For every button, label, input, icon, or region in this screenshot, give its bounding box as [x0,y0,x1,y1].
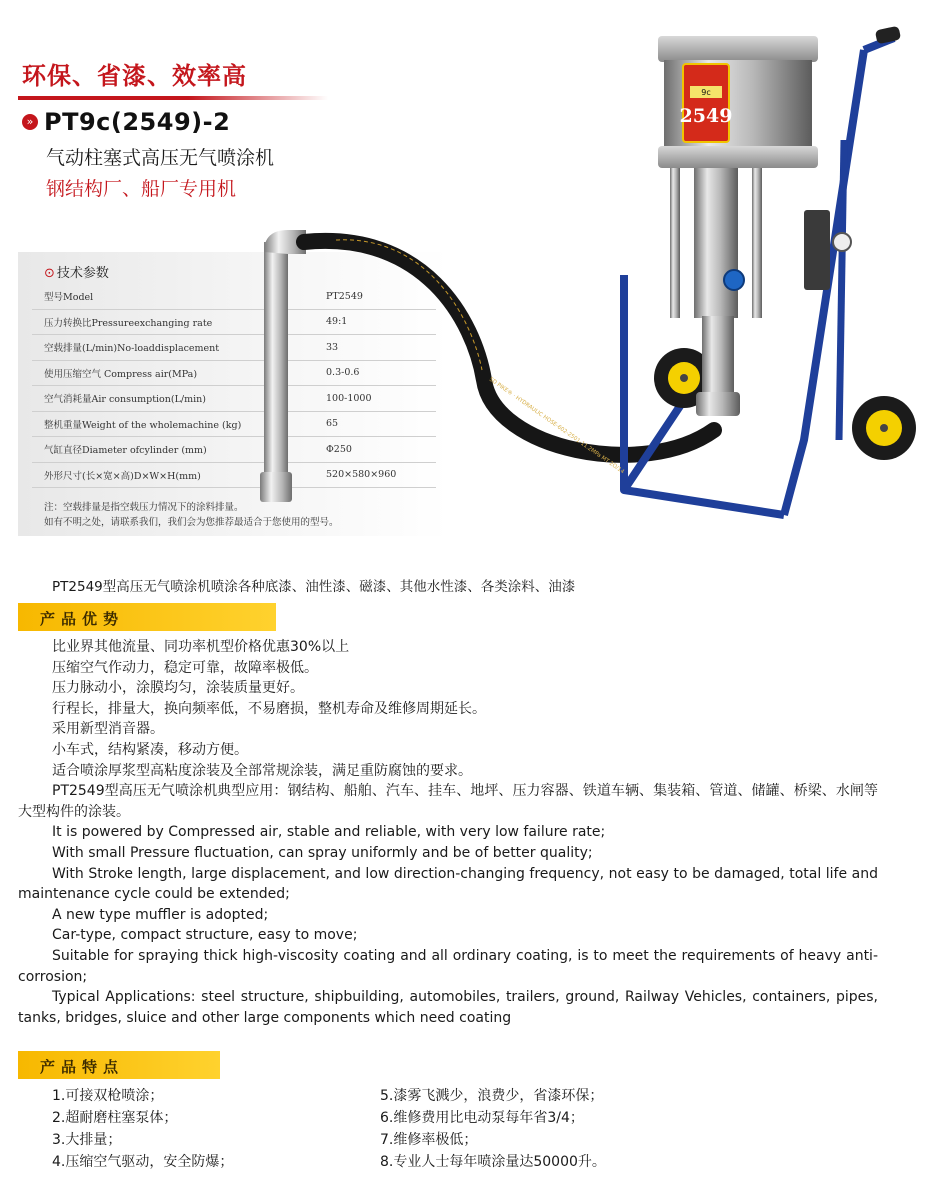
advantage-paragraph: Suitable for spraying thick high-viscosity coating and all ordinary coating, is to meet the requirements of heavy anti-corrosion; [18,947,878,985]
spec-key: 压力转换比Pressureexchanging rate [32,309,312,335]
advantage-paragraph: PT2549型高压无气喷涂机典型应用：钢结构、船舶、汽车、挂车、地坪、压力容器、铁道车辆、集装箱、管道、储罐、桥梁、水闸等大型构件的涂装。 [18,783,878,820]
intro-line: PT2549型高压无气喷涂机喷涂各种底漆、油性漆、磁漆、其他水性漆、各类涂料、油漆 [52,579,576,595]
spec-key: 气缸直径Diameter ofcylinder (mm) [32,437,312,463]
advantage-paragraph: With Stroke length, large displacement, and low direction-changing frequency, not easy to be damaged, total life and maintenance cycle could be extended; [18,865,878,903]
advantages-heading: 产品优势 [40,610,125,628]
spec-title: ⊙ 技术参数 [44,266,109,281]
filter-regulator [804,210,830,290]
inlet-pipe [264,242,288,492]
advantage-paragraph: A new type muffler is adopted; [52,906,269,923]
spray-machine-image [244,20,934,540]
special-use-line: 钢结构厂、船厂专用机 [46,178,237,200]
features-left-column [52,1085,233,1173]
spec-key: 整机重量Weight of the wholemachine (kg) [32,411,312,437]
spec-value: Φ250 [312,437,436,463]
feature-item: 3.大排量； [52,1132,122,1148]
features-heading: 产品特点 [40,1058,125,1076]
chevron-right-icon: » [22,114,38,130]
model-title: PT9c(2549)-2 [44,108,231,136]
spec-key: 型号Model [32,284,312,309]
advantage-paragraph: 行程长，排量大，换向频率低，不易磨损，整机寿命及维修周期延长。 [52,700,486,717]
air-motor-cap-top [658,36,818,62]
spec-value: 100-1000 [312,386,436,412]
plate-label-main: 2549 [679,105,733,127]
spec-note-line-1: 注：空载排量是指空载压力情况下的涂料排量。 [44,502,244,513]
slogan: 环保、省漆、效率高 [22,62,247,90]
advantage-paragraph: 小车式，结构紧凑，移动方便。 [52,741,248,758]
spec-value: 0.3-0.6 [312,360,436,386]
advantage-paragraph: 适合喷涂厚浆型高粘度涂装及全部常规涂装，满足重防腐蚀的要求。 [52,762,472,779]
spec-value: 49:1 [312,309,436,335]
spec-key: 外形尺寸(长×宽×高)D×W×H(mm) [32,462,312,488]
tie-rod-left [670,168,680,318]
feature-item: 5.漆雾飞溅少，浪费少，省漆环保； [380,1088,604,1104]
pressure-gauge [833,233,851,251]
feature-item: 6.维修费用比电动泵每年省3/4； [380,1110,584,1126]
model-row [22,108,230,136]
advantage-paragraph: Typical Applications: steel structure, shipbuilding, automobiles, trailers, ground, Railway Vehicles, containers, pipes, tanks, bridges, sluice and other large components which need coating [18,989,878,1026]
advantages-heading-bar [18,603,276,631]
cart-frame-right [839,140,844,440]
spec-value: 65 [312,411,436,437]
feature-item: 7.维修率极低； [380,1132,478,1148]
advantage-paragraph: With small Pressure fluctuation, can spray uniformly and be of better quality; [52,844,593,861]
advantage-paragraph: 比业界其他流量、同功率机型价格优惠30%以上 [52,639,350,655]
product-subtitle: 气动柱塞式高压无气喷涂机 [46,147,275,169]
advantage-paragraph: 压缩空气作动力，稳定可靠，故障率极低。 [52,659,318,676]
spec-note-line-2: 如有不明之处，请联系我们，我们会为您推荐最适合于您使用的型号。 [44,517,339,528]
spec-value: 520×580×960 [312,462,436,488]
handle-grip [875,26,901,45]
plate-label-sub: 9c [701,88,711,97]
hose [304,241,714,455]
features-right-column [380,1085,606,1173]
feature-item: 4.压缩空气驱动，安全防爆； [52,1154,234,1170]
pump-upper [694,168,738,318]
spec-value: 33 [312,335,436,361]
feature-item: 2.超耐磨柱塞泵体； [52,1110,178,1126]
pump-lower [702,316,734,396]
spec-key: 使用压缩空气 Compress air(MPa) [32,360,312,386]
valve-knob [724,270,744,290]
feature-item: 8.专业人士每年喷涂量达50000升。 [380,1154,606,1170]
spec-value: PT2549 [312,284,436,309]
brand-plate [683,64,729,142]
advantages-text [18,637,878,1028]
advantage-paragraph: 压力脉动小，涂膜均匀，涂装质量更好。 [52,680,304,697]
hose-text: SD PIKE® · HYDRAULIC HOSE-602-2501-11.2MPa MT 2O/14 [487,376,626,476]
spec-key: 空气消耗量Air consumption(L/min) [32,386,312,412]
air-motor-cap-bottom [658,146,818,168]
features-heading-bar [18,1051,220,1079]
advantage-paragraph: 采用新型消音器。 [52,721,164,738]
tie-rod-right [752,168,762,318]
pipe-foot [260,472,292,502]
target-icon: ⊙ [44,266,55,281]
advantage-paragraph: It is powered by Compressed air, stable and reliable, with very low failure rate; [52,824,606,841]
feature-item: 1.可接双枪喷涂； [52,1088,164,1104]
advantage-paragraph: Car-type, compact structure, easy to move; [52,927,358,944]
spec-key: 空载排量(L/min)No-loaddisplacement [32,335,312,361]
